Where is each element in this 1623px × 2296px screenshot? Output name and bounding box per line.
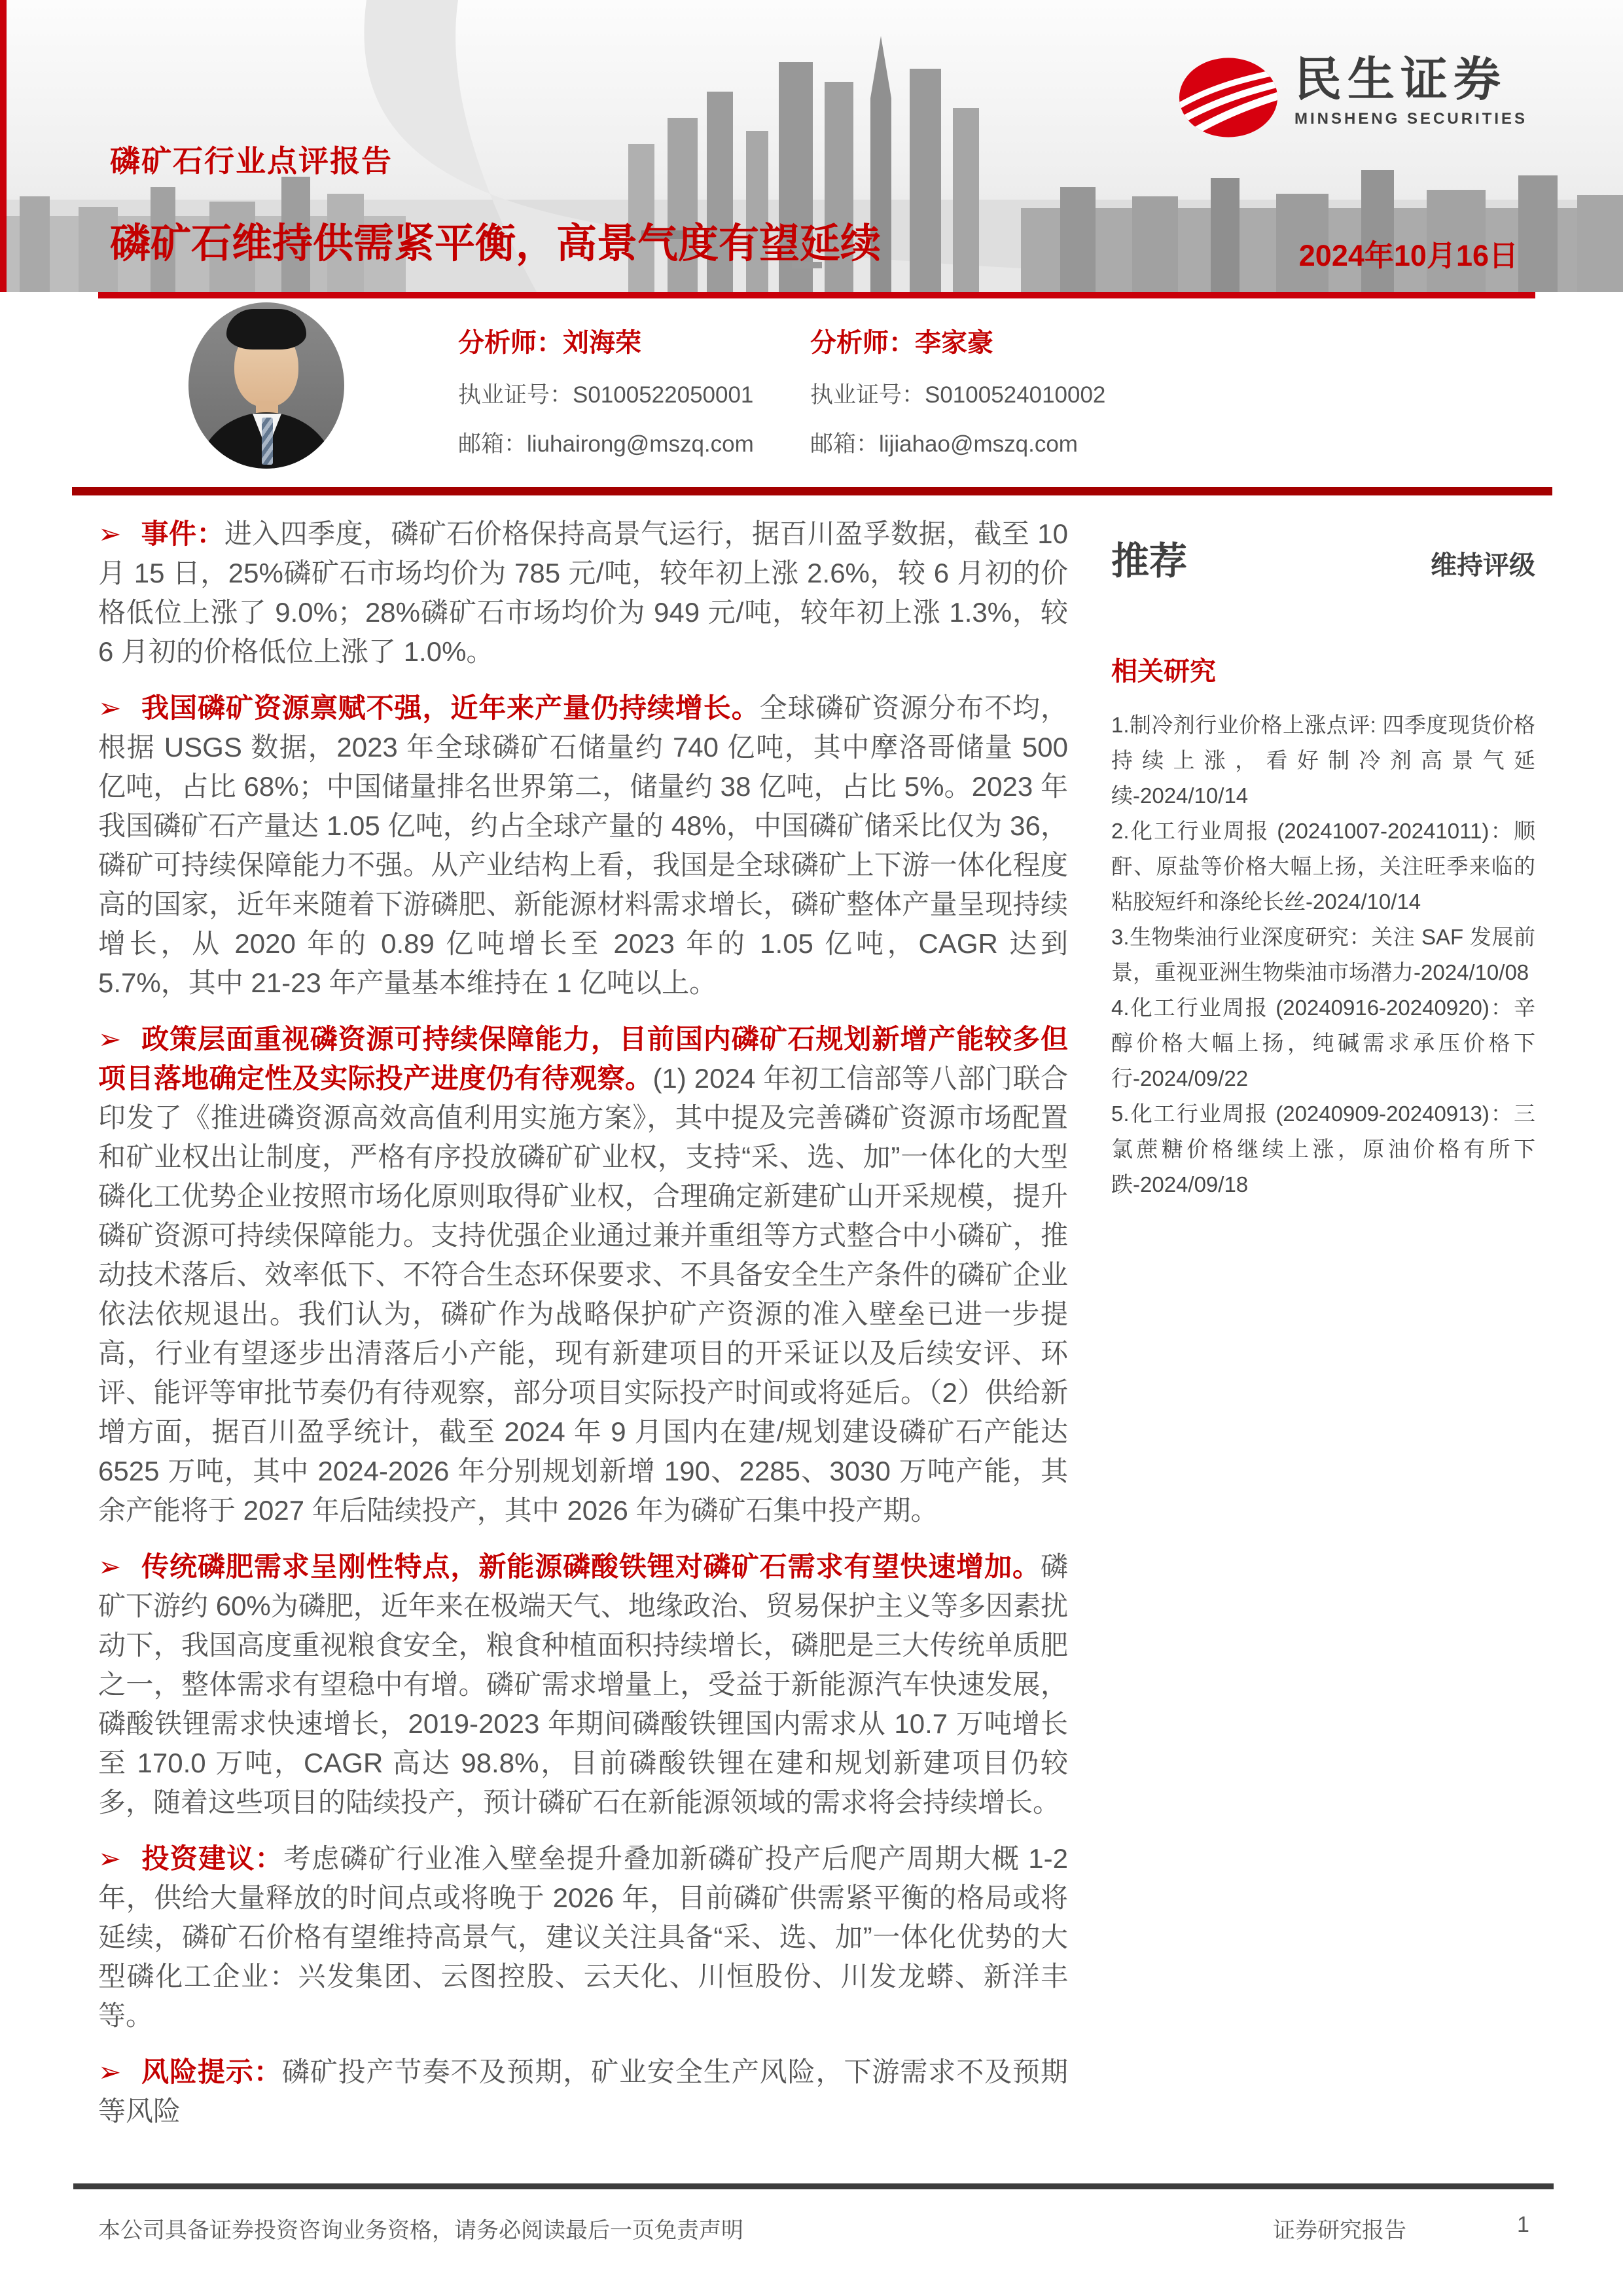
report-title: 磷矿石维持供需紧平衡，高景气度有望延续	[110, 221, 882, 266]
analyst-1-name: 分析师：刘海荣	[458, 329, 641, 357]
related-research-title: 相关研究	[1111, 657, 1216, 686]
analyst-avatar	[188, 302, 344, 469]
paragraph-demand	[98, 1547, 1068, 1822]
related-item: 5.化工行业周报 (20240909-20240913)：三氯蔗糖价格继续上涨，原油价格有所下跌-2024/09/18	[1111, 1102, 1535, 1196]
footer-page-number: 1	[1517, 2212, 1529, 2237]
paragraph-text: (1) 2024 年初工信部等八部门联合印发了《推进磷资源高效高值利用实施方案》，其中提及完善磷矿资源市场配置和矿业权出让制度，严格有序投放磷矿矿业权，支持“采、选、加”一体化的大型磷化工优势企业按照市场化原则取得矿业权，合理确定新建矿山开采规模，提升磷矿资源可持续保障能力。支持优强企业通过兼并重组等方式整合中小磷矿，推动技术落后、效率低下、不符合生态环保要求、不具备安全生产条件的磷矿企业依法依规退出。我们认为，磷矿作为战略保护矿产资源的准入壁垒已进一步提高，行业有望逐步出清落后小产能，现有新建项目的开采证以及后续安评、环评、能评等审批节奏仍有待观察，部分项目实际投产时间或将延后。（2）供给新增方面，据百川盈孚统计，截至 2024 年 9 月国内在建/规划建设磷矿石产能达 6525 万吨，其中 2024-2026 年分别规划新增 190、2285、3030 万吨产能，其余产能将于 2027 年后陆续投产，其中 2026 年为磷矿石集中投产期。	[98, 1063, 1068, 1526]
paragraph-advice	[98, 1839, 1068, 2036]
paragraph-policy	[98, 1020, 1068, 1530]
avatar-hair	[226, 309, 306, 350]
paragraph-lead: 我国磷矿资源禀赋不强，近年来产量仍持续增长。	[141, 692, 760, 723]
paragraph-text: 考虑磷矿行业准入壁垒提升叠加新磷矿投产后爬产周期大概 1-2 年，供给大量释放的时间点或将晚于 2026 年，目前磷矿供需紧平衡的格局或将延续，磷矿石价格有望维持高景气，建议关注具备“采、选、加”一体化优势的大型磷化工企业：兴发集团、云图控股、云天化、川恒股份、川发龙蟒、新洋丰等。	[98, 1843, 1068, 2031]
rating-badge: 推荐	[1111, 540, 1188, 583]
analyst-2-email: 邮箱：lijiahao@mszq.com	[810, 431, 1078, 457]
logo-text	[1294, 55, 1527, 128]
paragraph-lead: 政策层面重视磷资源可持续保障能力，目前国内磷矿石规划新增产能较多但项目落地确定性及实际投产进度仍有待观察。	[98, 1024, 1068, 1094]
footer-disclaimer: 本公司具备证券投资咨询业务资格，请务必阅读最后一页免责声明	[98, 2218, 743, 2243]
paragraph-text: 进入四季度，磷矿石价格保持高景气运行，据百川盈孚数据，截至 10 月 15 日，25%磷矿石市场均价为 785 元/吨，较年初上涨 2.6%，较 6 月初的价格低位上涨了 9.0%；28%磷矿石市场均价为 949 元/吨，较年初上涨 1.3%，较 6 月初的价格低位上涨了 1.0%。	[98, 518, 1068, 667]
footer-rule	[73, 2183, 1554, 2189]
footer-report-type: 证券研究报告	[1273, 2218, 1406, 2243]
minsheng-logo-icon	[1177, 55, 1280, 140]
paragraph-text: 全球磷矿资源分布不均，根据 USGS 数据，2023 年全球磷矿石储量约 740 亿吨，其中摩洛哥储量 500 亿吨，占比 68%；中国储量排名世界第二，储量约 38 亿吨，占比 5%。2023 年我国磷矿石产量达 1.05 亿吨，约占全球产量的 48%，中国磷矿储采比仅为 36，磷矿可持续保障能力不强。从产业结构上看，我国是全球磷矿上下游一体化程度高的国家，近年来随着下游磷肥、新能源材料需求增长，磷矿整体产量呈现持续增长，从 2020 年的 0.89 亿吨增长至 2023 年的 1.05 亿吨，CAGR 达到 5.7%，其中 21-23 年产量基本维持在 1 亿吨以上。	[98, 692, 1068, 998]
paragraph-text: 磷矿下游约 60%为磷肥，近年来在极端天气、地缘政治、贸易保护主义等多因素扰动下，我国高度重视粮食安全，粮食种植面积持续增长，磷肥是三大传统单质肥之一，整体需求有望稳中有增。磷矿需求增量上，受益于新能源汽车快速发展，磷酸铁锂需求快速增长，2019-2023 年期间磷酸铁锂国内需求从 10.7 万吨增长至 170.0 万吨，CAGR 高达 98.8%，目前磷酸铁锂在建和规划新建项目仍较多，随着这些项目的陆续投产，预计磷矿石在新能源领域的需求将会持续增长。	[98, 1551, 1068, 1818]
paragraph-text: 磷矿投产节奏不及预期，矿业安全生产风险，下游需求不及预期等风险	[98, 2056, 1068, 2126]
analyst-2-name: 分析师：李家豪	[810, 329, 993, 357]
paragraph-lead: 投资建议：	[141, 1843, 283, 1874]
related-item: 2.化工行业周报 (20241007-20241011)：顺酐、原盐等价格大幅上扬，关注旺季来临的粘胶短纤和涤纶长丝-2024/10/14	[1111, 819, 1535, 914]
title-divider-rule	[98, 292, 1535, 298]
paragraph-lead: 事件：	[141, 518, 224, 549]
arrow-bullet-icon: ➢	[98, 2056, 122, 2087]
arrow-bullet-icon: ➢	[98, 1024, 122, 1054]
paragraph-lead: 传统磷肥需求呈刚性特点，新能源磷酸铁锂对磷矿石需求有望快速增加。	[141, 1551, 1041, 1582]
arrow-bullet-icon: ➢	[98, 518, 122, 549]
paragraph-risk	[98, 2053, 1068, 2131]
arrow-bullet-icon: ➢	[98, 1551, 122, 1582]
related-item: 1.制冷剂行业价格上涨点评: 四季度现货价格持续上涨，看好制冷剂高景气延续-2024/10/14	[1111, 713, 1535, 808]
related-item: 4.化工行业周报 (20240916-20240920)：辛醇价格大幅上扬，纯碱需求承压价格下行-2024/09/22	[1111, 996, 1535, 1090]
logo-cn-text: 民生证券	[1294, 54, 1507, 106]
rating-row	[1111, 530, 1535, 585]
minsheng-logo	[1177, 55, 1527, 140]
analyst-1-cert: 执业证号：S0100522050001	[458, 382, 754, 408]
report-date: 2024年10月16日	[1298, 239, 1518, 272]
avatar-tie	[262, 418, 273, 465]
header-banner	[0, 0, 1623, 292]
left-red-stripe	[0, 0, 7, 292]
analyst-2	[810, 322, 1105, 459]
related-item: 3.生物柴油行业深度研究：关注 SAF 发展前景，重视亚洲生物柴油市场潜力-2024/10/08	[1111, 925, 1535, 984]
report-category: 磷矿石行业点评报告	[110, 144, 393, 178]
related-research-list	[1111, 708, 1535, 1202]
logo-en-text: MINSHENG SECURITIES	[1294, 110, 1528, 128]
arrow-bullet-icon: ➢	[98, 1843, 122, 1874]
analyst-1	[458, 322, 754, 459]
paragraph-event	[98, 514, 1068, 672]
rating-note: 维持评级	[1431, 551, 1535, 580]
section-divider-rule	[72, 487, 1552, 495]
arrow-bullet-icon: ➢	[98, 692, 122, 723]
analyst-1-email: 邮箱：liuhairong@mszq.com	[458, 431, 754, 457]
sidebar	[1111, 530, 1535, 1202]
paragraph-lead: 风险提示：	[141, 2056, 282, 2087]
report-body	[98, 514, 1068, 2148]
paragraph-resources	[98, 689, 1068, 1003]
analyst-2-cert: 执业证号：S0100524010002	[810, 382, 1106, 408]
